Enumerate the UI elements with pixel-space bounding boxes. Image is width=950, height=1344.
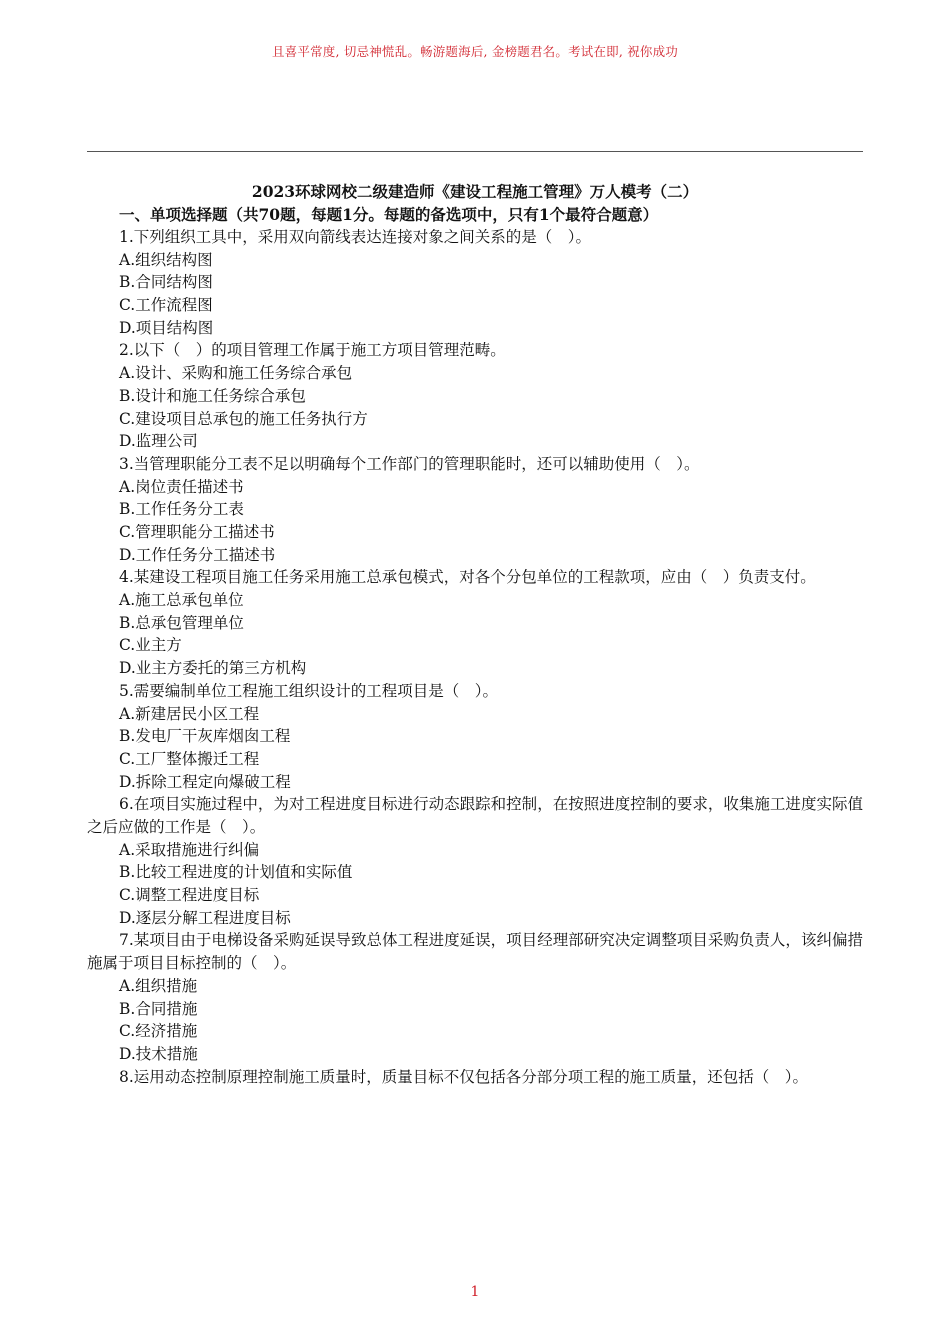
answer-option: C.业主方 <box>119 636 182 655</box>
answer-option: C.工作流程图 <box>119 296 213 315</box>
header-motto: 且喜平常度, 切忌神慌乱。畅游题海后, 金榜题君名。考试在即, 祝你成功 <box>271 44 679 59</box>
answer-option: D.项目结构图 <box>119 318 214 337</box>
section-heading: 一、单项选择题（共70题，每题1分。每题的备选项中，只有1个最符合题意） <box>119 205 659 224</box>
answer-option: B.工作任务分工表 <box>119 500 244 519</box>
header-divider <box>87 151 863 152</box>
answer-option: D.业主方委托的第三方机构 <box>119 659 307 678</box>
question-stem: 7.某项目由于电梯设备采购延误导致总体工程进度延误，项目经理部研究决定调整项目采购负责人，该纠偏措施属于项目目标控制的（ ）。 <box>87 931 863 973</box>
answer-option: A.采取措施进行纠偏 <box>119 840 260 859</box>
question-stem: 5.需要编制单位工程施工组织设计的工程项目是（ ）。 <box>119 681 499 700</box>
answer-option: B.设计和施工任务综合承包 <box>119 386 306 405</box>
answer-option: B.合同措施 <box>119 999 198 1018</box>
answer-option: D.逐层分解工程进度目标 <box>119 908 291 927</box>
question-stem: 3.当管理职能分工表不足以明确每个工作部门的管理职能时，还可以辅助使用（ ）。 <box>119 454 700 473</box>
document-body <box>87 180 863 1088</box>
page-number: 1 <box>470 1284 480 1300</box>
question-stem: 2.以下（ ）的项目管理工作属于施工方项目管理范畴。 <box>119 341 506 360</box>
question-stem: 4.某建设工程项目施工任务采用施工总承包模式，对各个分包单位的工程款项，应由（ ）负责支付。 <box>119 568 816 587</box>
answer-option: C.工厂整体搬迁工程 <box>119 749 260 768</box>
document-title: 2023环球网校二级建造师《建设工程施工管理》万人模考（二） <box>251 182 699 201</box>
answer-option: C.经济措施 <box>119 1022 198 1041</box>
answer-option: A.岗位责任描述书 <box>119 477 244 496</box>
answer-option: C.调整工程进度目标 <box>119 886 260 905</box>
answer-option: C.建设项目总承包的施工任务执行方 <box>119 409 368 428</box>
answer-option: B.发电厂干灰库烟囱工程 <box>119 727 291 746</box>
answer-option: A.组织措施 <box>119 976 198 995</box>
answer-option: D.工作任务分工描述书 <box>119 545 276 564</box>
answer-option: D.拆除工程定向爆破工程 <box>119 772 291 791</box>
answer-option: D.技术措施 <box>119 1044 198 1063</box>
answer-option: B.比较工程进度的计划值和实际值 <box>119 863 353 882</box>
answer-option: B.总承包管理单位 <box>119 613 244 632</box>
answer-option: D.监理公司 <box>119 432 198 451</box>
question-stem: 1.下列组织工具中，采用双向箭线表达连接对象之间关系的是（ ）。 <box>119 228 592 246</box>
answer-option: A.施工总承包单位 <box>119 591 244 610</box>
question-stem: 8.运用动态控制原理控制施工质量时，质量目标不仅包括各分部分项工程的施工质量，还包括（ ）。 <box>119 1067 809 1086</box>
answer-option: A.新建居民小区工程 <box>119 704 260 723</box>
answer-option: A.组织结构图 <box>119 250 213 269</box>
question-stem: 6.在项目实施过程中，为对工程进度目标进行动态跟踪和控制，在按照进度控制的要求，收集施工进度实际值之后应做的工作是（ ）。 <box>87 795 863 836</box>
answer-option: B.合同结构图 <box>119 273 213 292</box>
answer-option: C.管理职能分工描述书 <box>119 522 275 541</box>
answer-option: A.设计、采购和施工任务综合承包 <box>119 364 353 383</box>
